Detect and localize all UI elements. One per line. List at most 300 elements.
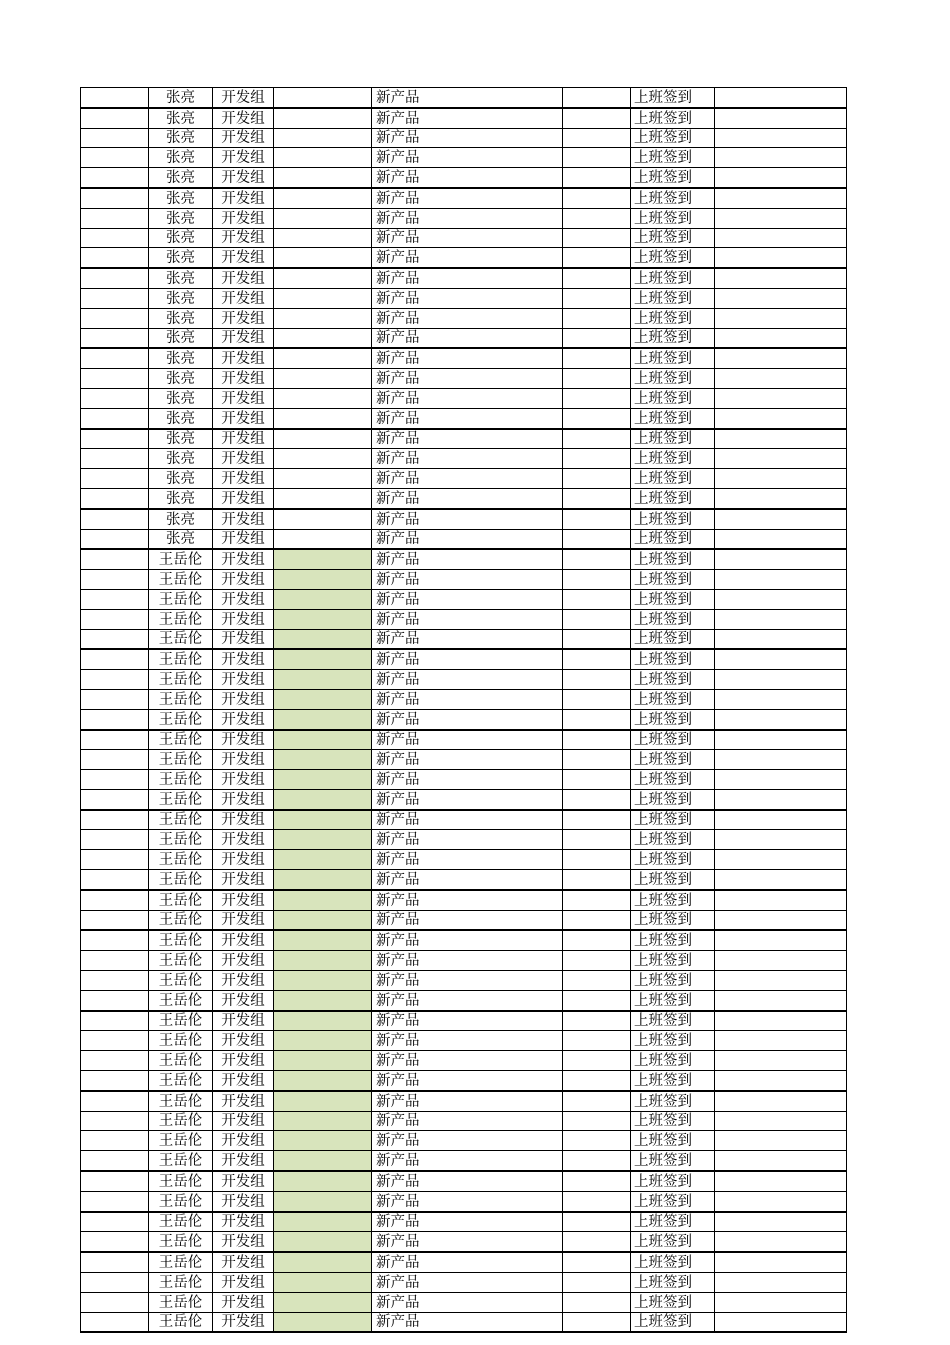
cell-index[interactable] — [81, 449, 149, 469]
cell-highlight[interactable] — [274, 88, 372, 108]
cell-product[interactable]: 新产品 — [372, 469, 563, 489]
cell-blank[interactable] — [563, 670, 631, 690]
cell-extra[interactable] — [715, 971, 847, 991]
cell-extra[interactable] — [715, 789, 847, 809]
cell-index[interactable] — [81, 529, 149, 549]
cell-blank[interactable] — [563, 990, 631, 1010]
cell-product[interactable]: 新产品 — [372, 730, 563, 750]
cell-name[interactable]: 王岳伦 — [149, 1191, 213, 1211]
cell-action[interactable]: 上班签到 — [631, 148, 715, 168]
cell-blank[interactable] — [563, 570, 631, 590]
cell-group[interactable]: 开发组 — [213, 1071, 274, 1091]
cell-name[interactable]: 王岳伦 — [149, 609, 213, 629]
cell-product[interactable]: 新产品 — [372, 589, 563, 609]
cell-name[interactable]: 王岳伦 — [149, 850, 213, 870]
cell-extra[interactable] — [715, 930, 847, 950]
cell-blank[interactable] — [563, 589, 631, 609]
cell-product[interactable]: 新产品 — [372, 228, 563, 248]
cell-name[interactable]: 王岳伦 — [149, 971, 213, 991]
cell-product[interactable]: 新产品 — [372, 328, 563, 348]
cell-index[interactable] — [81, 1111, 149, 1131]
cell-group[interactable]: 开发组 — [213, 549, 274, 569]
cell-blank[interactable] — [563, 649, 631, 669]
cell-highlight[interactable] — [274, 689, 372, 709]
cell-name[interactable]: 张亮 — [149, 469, 213, 489]
cell-extra[interactable] — [715, 469, 847, 489]
cell-highlight[interactable] — [274, 951, 372, 971]
cell-action[interactable]: 上班签到 — [631, 1252, 715, 1272]
cell-group[interactable]: 开发组 — [213, 168, 274, 188]
cell-blank[interactable] — [563, 1051, 631, 1071]
cell-extra[interactable] — [715, 1312, 847, 1332]
cell-group[interactable]: 开发组 — [213, 268, 274, 288]
cell-product[interactable]: 新产品 — [372, 689, 563, 709]
cell-extra[interactable] — [715, 388, 847, 408]
cell-extra[interactable] — [715, 429, 847, 449]
cell-action[interactable]: 上班签到 — [631, 770, 715, 790]
cell-name[interactable]: 张亮 — [149, 369, 213, 389]
cell-index[interactable] — [81, 770, 149, 790]
cell-product[interactable]: 新产品 — [372, 208, 563, 228]
cell-name[interactable]: 张亮 — [149, 248, 213, 268]
cell-blank[interactable] — [563, 108, 631, 128]
cell-group[interactable]: 开发组 — [213, 328, 274, 348]
cell-name[interactable]: 王岳伦 — [149, 990, 213, 1010]
cell-product[interactable]: 新产品 — [372, 168, 563, 188]
cell-highlight[interactable] — [274, 910, 372, 930]
cell-index[interactable] — [81, 689, 149, 709]
cell-blank[interactable] — [563, 1031, 631, 1051]
cell-action[interactable]: 上班签到 — [631, 248, 715, 268]
cell-action[interactable]: 上班签到 — [631, 1232, 715, 1252]
cell-extra[interactable] — [715, 529, 847, 549]
cell-extra[interactable] — [715, 248, 847, 268]
cell-blank[interactable] — [563, 128, 631, 148]
cell-extra[interactable] — [715, 488, 847, 508]
cell-index[interactable] — [81, 469, 149, 489]
cell-group[interactable]: 开发组 — [213, 208, 274, 228]
cell-index[interactable] — [81, 789, 149, 809]
cell-product[interactable]: 新产品 — [372, 348, 563, 368]
cell-product[interactable]: 新产品 — [372, 88, 563, 108]
cell-product[interactable]: 新产品 — [372, 488, 563, 508]
cell-group[interactable]: 开发组 — [213, 148, 274, 168]
cell-name[interactable]: 王岳伦 — [149, 1011, 213, 1031]
cell-highlight[interactable] — [274, 1312, 372, 1332]
cell-index[interactable] — [81, 1252, 149, 1272]
cell-group[interactable]: 开发组 — [213, 1111, 274, 1131]
cell-blank[interactable] — [563, 1312, 631, 1332]
cell-highlight[interactable] — [274, 1252, 372, 1272]
cell-name[interactable]: 王岳伦 — [149, 1171, 213, 1191]
cell-index[interactable] — [81, 248, 149, 268]
cell-highlight[interactable] — [274, 830, 372, 850]
cell-highlight[interactable] — [274, 1031, 372, 1051]
cell-index[interactable] — [81, 1031, 149, 1051]
cell-group[interactable]: 开发组 — [213, 850, 274, 870]
cell-blank[interactable] — [563, 408, 631, 428]
cell-product[interactable]: 新产品 — [372, 629, 563, 649]
cell-index[interactable] — [81, 509, 149, 529]
cell-highlight[interactable] — [274, 108, 372, 128]
cell-name[interactable]: 王岳伦 — [149, 770, 213, 790]
cell-group[interactable]: 开发组 — [213, 388, 274, 408]
cell-index[interactable] — [81, 951, 149, 971]
cell-highlight[interactable] — [274, 890, 372, 910]
cell-extra[interactable] — [715, 649, 847, 669]
cell-extra[interactable] — [715, 689, 847, 709]
cell-action[interactable]: 上班签到 — [631, 971, 715, 991]
cell-highlight[interactable] — [274, 1071, 372, 1091]
cell-name[interactable]: 张亮 — [149, 388, 213, 408]
cell-highlight[interactable] — [274, 971, 372, 991]
cell-index[interactable] — [81, 1212, 149, 1232]
cell-product[interactable]: 新产品 — [372, 750, 563, 770]
cell-extra[interactable] — [715, 570, 847, 590]
cell-name[interactable]: 王岳伦 — [149, 709, 213, 729]
cell-product[interactable]: 新产品 — [372, 951, 563, 971]
cell-extra[interactable] — [715, 1191, 847, 1211]
cell-blank[interactable] — [563, 830, 631, 850]
cell-product[interactable]: 新产品 — [372, 1071, 563, 1091]
cell-blank[interactable] — [563, 509, 631, 529]
cell-highlight[interactable] — [274, 248, 372, 268]
cell-product[interactable]: 新产品 — [372, 1091, 563, 1111]
cell-blank[interactable] — [563, 1071, 631, 1091]
cell-action[interactable]: 上班签到 — [631, 188, 715, 208]
cell-group[interactable]: 开发组 — [213, 449, 274, 469]
cell-extra[interactable] — [715, 750, 847, 770]
cell-blank[interactable] — [563, 1111, 631, 1131]
cell-index[interactable] — [81, 369, 149, 389]
cell-product[interactable]: 新产品 — [372, 188, 563, 208]
cell-extra[interactable] — [715, 1071, 847, 1091]
cell-product[interactable]: 新产品 — [372, 268, 563, 288]
cell-action[interactable]: 上班签到 — [631, 1111, 715, 1131]
cell-highlight[interactable] — [274, 570, 372, 590]
cell-extra[interactable] — [715, 188, 847, 208]
cell-group[interactable]: 开发组 — [213, 1191, 274, 1211]
cell-highlight[interactable] — [274, 228, 372, 248]
cell-action[interactable]: 上班签到 — [631, 1292, 715, 1312]
cell-group[interactable]: 开发组 — [213, 730, 274, 750]
cell-group[interactable]: 开发组 — [213, 88, 274, 108]
cell-group[interactable]: 开发组 — [213, 789, 274, 809]
cell-highlight[interactable] — [274, 529, 372, 549]
cell-name[interactable]: 张亮 — [149, 148, 213, 168]
cell-group[interactable]: 开发组 — [213, 348, 274, 368]
cell-index[interactable] — [81, 930, 149, 950]
cell-action[interactable]: 上班签到 — [631, 348, 715, 368]
cell-extra[interactable] — [715, 449, 847, 469]
cell-highlight[interactable] — [274, 1273, 372, 1293]
cell-action[interactable]: 上班签到 — [631, 870, 715, 890]
cell-extra[interactable] — [715, 128, 847, 148]
cell-name[interactable]: 张亮 — [149, 328, 213, 348]
cell-blank[interactable] — [563, 288, 631, 308]
cell-name[interactable]: 王岳伦 — [149, 1071, 213, 1091]
cell-product[interactable]: 新产品 — [372, 408, 563, 428]
cell-group[interactable]: 开发组 — [213, 689, 274, 709]
cell-group[interactable]: 开发组 — [213, 1232, 274, 1252]
cell-group[interactable]: 开发组 — [213, 308, 274, 328]
cell-group[interactable]: 开发组 — [213, 1131, 274, 1151]
cell-action[interactable]: 上班签到 — [631, 951, 715, 971]
cell-name[interactable]: 张亮 — [149, 188, 213, 208]
cell-blank[interactable] — [563, 689, 631, 709]
cell-product[interactable]: 新产品 — [372, 609, 563, 629]
cell-blank[interactable] — [563, 208, 631, 228]
cell-index[interactable] — [81, 1131, 149, 1151]
cell-group[interactable]: 开发组 — [213, 469, 274, 489]
cell-index[interactable] — [81, 589, 149, 609]
cell-name[interactable]: 张亮 — [149, 529, 213, 549]
cell-name[interactable]: 王岳伦 — [149, 1252, 213, 1272]
cell-name[interactable]: 王岳伦 — [149, 1312, 213, 1332]
cell-blank[interactable] — [563, 228, 631, 248]
cell-index[interactable] — [81, 268, 149, 288]
cell-name[interactable]: 王岳伦 — [149, 589, 213, 609]
cell-index[interactable] — [81, 890, 149, 910]
cell-index[interactable] — [81, 348, 149, 368]
cell-action[interactable]: 上班签到 — [631, 830, 715, 850]
cell-extra[interactable] — [715, 1232, 847, 1252]
cell-blank[interactable] — [563, 1091, 631, 1111]
cell-blank[interactable] — [563, 449, 631, 469]
cell-action[interactable]: 上班签到 — [631, 910, 715, 930]
cell-highlight[interactable] — [274, 288, 372, 308]
cell-extra[interactable] — [715, 228, 847, 248]
cell-action[interactable]: 上班签到 — [631, 208, 715, 228]
cell-extra[interactable] — [715, 369, 847, 389]
cell-extra[interactable] — [715, 1252, 847, 1272]
cell-highlight[interactable] — [274, 589, 372, 609]
cell-action[interactable]: 上班签到 — [631, 549, 715, 569]
cell-extra[interactable] — [715, 850, 847, 870]
cell-highlight[interactable] — [274, 1131, 372, 1151]
cell-index[interactable] — [81, 709, 149, 729]
cell-highlight[interactable] — [274, 128, 372, 148]
cell-blank[interactable] — [563, 529, 631, 549]
cell-index[interactable] — [81, 670, 149, 690]
cell-name[interactable]: 张亮 — [149, 488, 213, 508]
cell-index[interactable] — [81, 429, 149, 449]
cell-name[interactable]: 张亮 — [149, 308, 213, 328]
cell-extra[interactable] — [715, 88, 847, 108]
cell-group[interactable]: 开发组 — [213, 1292, 274, 1312]
cell-highlight[interactable] — [274, 670, 372, 690]
cell-extra[interactable] — [715, 770, 847, 790]
cell-index[interactable] — [81, 148, 149, 168]
cell-product[interactable]: 新产品 — [372, 308, 563, 328]
cell-action[interactable]: 上班签到 — [631, 268, 715, 288]
cell-product[interactable]: 新产品 — [372, 1011, 563, 1031]
cell-index[interactable] — [81, 910, 149, 930]
cell-blank[interactable] — [563, 951, 631, 971]
cell-action[interactable]: 上班签到 — [631, 890, 715, 910]
cell-highlight[interactable] — [274, 850, 372, 870]
cell-index[interactable] — [81, 488, 149, 508]
cell-index[interactable] — [81, 730, 149, 750]
cell-name[interactable]: 王岳伦 — [149, 1111, 213, 1131]
cell-extra[interactable] — [715, 148, 847, 168]
cell-group[interactable]: 开发组 — [213, 429, 274, 449]
cell-highlight[interactable] — [274, 1292, 372, 1312]
cell-product[interactable]: 新产品 — [372, 971, 563, 991]
cell-name[interactable]: 王岳伦 — [149, 1273, 213, 1293]
cell-highlight[interactable] — [274, 629, 372, 649]
cell-action[interactable]: 上班签到 — [631, 1191, 715, 1211]
cell-blank[interactable] — [563, 148, 631, 168]
cell-name[interactable]: 王岳伦 — [149, 629, 213, 649]
cell-product[interactable]: 新产品 — [372, 770, 563, 790]
cell-highlight[interactable] — [274, 208, 372, 228]
cell-group[interactable]: 开发组 — [213, 609, 274, 629]
cell-product[interactable]: 新产品 — [372, 1131, 563, 1151]
cell-action[interactable]: 上班签到 — [631, 128, 715, 148]
cell-group[interactable]: 开发组 — [213, 870, 274, 890]
cell-action[interactable]: 上班签到 — [631, 408, 715, 428]
cell-group[interactable]: 开发组 — [213, 1011, 274, 1031]
cell-blank[interactable] — [563, 388, 631, 408]
cell-extra[interactable] — [715, 1051, 847, 1071]
cell-action[interactable]: 上班签到 — [631, 529, 715, 549]
cell-product[interactable]: 新产品 — [372, 369, 563, 389]
cell-name[interactable]: 王岳伦 — [149, 930, 213, 950]
cell-extra[interactable] — [715, 1011, 847, 1031]
cell-action[interactable]: 上班签到 — [631, 168, 715, 188]
cell-blank[interactable] — [563, 1011, 631, 1031]
cell-highlight[interactable] — [274, 770, 372, 790]
cell-blank[interactable] — [563, 850, 631, 870]
cell-extra[interactable] — [715, 890, 847, 910]
cell-product[interactable]: 新产品 — [372, 649, 563, 669]
cell-blank[interactable] — [563, 910, 631, 930]
cell-group[interactable]: 开发组 — [213, 288, 274, 308]
cell-index[interactable] — [81, 870, 149, 890]
cell-highlight[interactable] — [274, 1171, 372, 1191]
cell-name[interactable]: 王岳伦 — [149, 1232, 213, 1252]
cell-index[interactable] — [81, 168, 149, 188]
cell-name[interactable]: 张亮 — [149, 208, 213, 228]
cell-name[interactable]: 王岳伦 — [149, 689, 213, 709]
cell-name[interactable]: 张亮 — [149, 168, 213, 188]
cell-highlight[interactable] — [274, 148, 372, 168]
cell-action[interactable]: 上班签到 — [631, 990, 715, 1010]
cell-highlight[interactable] — [274, 1151, 372, 1171]
cell-extra[interactable] — [715, 709, 847, 729]
cell-extra[interactable] — [715, 108, 847, 128]
cell-action[interactable]: 上班签到 — [631, 228, 715, 248]
cell-group[interactable]: 开发组 — [213, 1312, 274, 1332]
cell-action[interactable]: 上班签到 — [631, 388, 715, 408]
cell-product[interactable]: 新产品 — [372, 248, 563, 268]
cell-product[interactable]: 新产品 — [372, 1292, 563, 1312]
cell-action[interactable]: 上班签到 — [631, 328, 715, 348]
cell-name[interactable]: 张亮 — [149, 449, 213, 469]
cell-group[interactable]: 开发组 — [213, 1091, 274, 1111]
cell-name[interactable]: 张亮 — [149, 348, 213, 368]
cell-blank[interactable] — [563, 810, 631, 830]
cell-product[interactable]: 新产品 — [372, 429, 563, 449]
cell-index[interactable] — [81, 1071, 149, 1091]
cell-blank[interactable] — [563, 549, 631, 569]
cell-product[interactable]: 新产品 — [372, 870, 563, 890]
cell-highlight[interactable] — [274, 1111, 372, 1131]
cell-group[interactable]: 开发组 — [213, 750, 274, 770]
cell-group[interactable]: 开发组 — [213, 930, 274, 950]
cell-extra[interactable] — [715, 810, 847, 830]
cell-extra[interactable] — [715, 1171, 847, 1191]
cell-index[interactable] — [81, 1051, 149, 1071]
cell-action[interactable]: 上班签到 — [631, 649, 715, 669]
cell-blank[interactable] — [563, 609, 631, 629]
cell-product[interactable]: 新产品 — [372, 1111, 563, 1131]
cell-group[interactable]: 开发组 — [213, 670, 274, 690]
cell-group[interactable]: 开发组 — [213, 1151, 274, 1171]
cell-index[interactable] — [81, 629, 149, 649]
cell-product[interactable]: 新产品 — [372, 148, 563, 168]
cell-blank[interactable] — [563, 730, 631, 750]
cell-action[interactable]: 上班签到 — [631, 930, 715, 950]
cell-extra[interactable] — [715, 870, 847, 890]
cell-name[interactable]: 王岳伦 — [149, 1292, 213, 1312]
cell-blank[interactable] — [563, 429, 631, 449]
cell-highlight[interactable] — [274, 1191, 372, 1211]
cell-index[interactable] — [81, 1091, 149, 1111]
cell-highlight[interactable] — [274, 930, 372, 950]
cell-name[interactable]: 张亮 — [149, 128, 213, 148]
cell-action[interactable]: 上班签到 — [631, 469, 715, 489]
cell-highlight[interactable] — [274, 268, 372, 288]
cell-blank[interactable] — [563, 971, 631, 991]
cell-blank[interactable] — [563, 1131, 631, 1151]
cell-action[interactable]: 上班签到 — [631, 1212, 715, 1232]
cell-extra[interactable] — [715, 1091, 847, 1111]
cell-blank[interactable] — [563, 1171, 631, 1191]
cell-product[interactable]: 新产品 — [372, 1031, 563, 1051]
cell-action[interactable]: 上班签到 — [631, 670, 715, 690]
cell-highlight[interactable] — [274, 429, 372, 449]
cell-index[interactable] — [81, 609, 149, 629]
cell-blank[interactable] — [563, 770, 631, 790]
cell-index[interactable] — [81, 750, 149, 770]
cell-index[interactable] — [81, 188, 149, 208]
cell-index[interactable] — [81, 1191, 149, 1211]
cell-index[interactable] — [81, 1011, 149, 1031]
cell-highlight[interactable] — [274, 408, 372, 428]
cell-extra[interactable] — [715, 328, 847, 348]
cell-action[interactable]: 上班签到 — [631, 789, 715, 809]
cell-blank[interactable] — [563, 789, 631, 809]
cell-name[interactable]: 张亮 — [149, 429, 213, 449]
cell-extra[interactable] — [715, 1131, 847, 1151]
cell-group[interactable]: 开发组 — [213, 1031, 274, 1051]
cell-product[interactable]: 新产品 — [372, 890, 563, 910]
cell-extra[interactable] — [715, 268, 847, 288]
cell-name[interactable]: 张亮 — [149, 288, 213, 308]
cell-extra[interactable] — [715, 670, 847, 690]
cell-action[interactable]: 上班签到 — [631, 589, 715, 609]
cell-group[interactable]: 开发组 — [213, 971, 274, 991]
cell-action[interactable]: 上班签到 — [631, 1171, 715, 1191]
cell-index[interactable] — [81, 850, 149, 870]
cell-blank[interactable] — [563, 168, 631, 188]
cell-action[interactable]: 上班签到 — [631, 288, 715, 308]
cell-action[interactable]: 上班签到 — [631, 1011, 715, 1031]
cell-product[interactable]: 新产品 — [372, 850, 563, 870]
cell-blank[interactable] — [563, 369, 631, 389]
